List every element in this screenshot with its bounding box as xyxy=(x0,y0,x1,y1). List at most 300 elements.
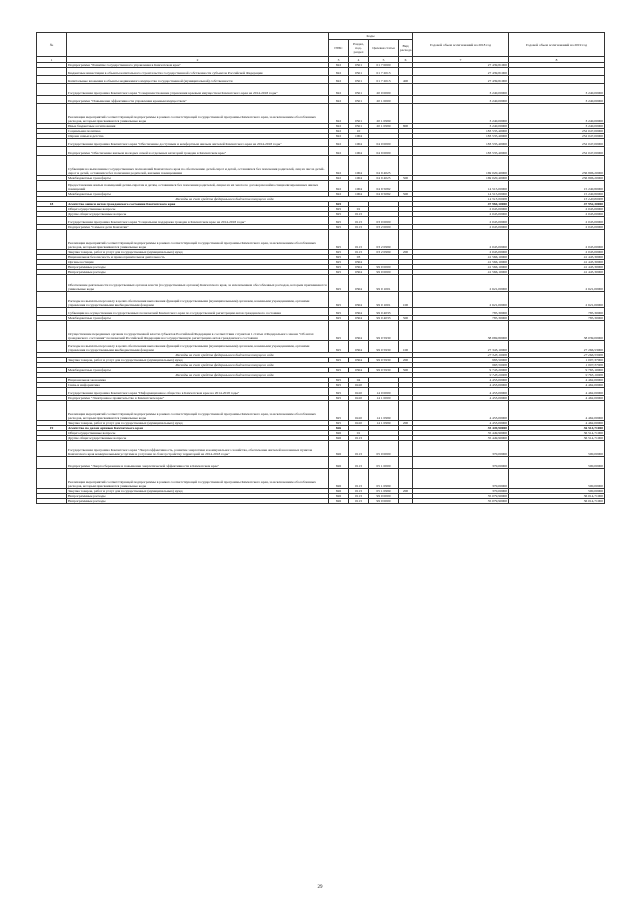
row-sum-2019: 3 240,00000 xyxy=(509,84,605,95)
row-name: Межбюджетные трансферты xyxy=(67,367,329,372)
row-sum-2018: 38 069,80000 xyxy=(413,321,509,341)
row-razdel: 0304 xyxy=(349,341,369,352)
row-sum-2018: 370,00000 xyxy=(413,468,509,488)
row-sum-2018: 4 453,00000 xyxy=(413,420,509,425)
row-sum-2019: 41 445,30000 xyxy=(509,260,605,265)
row-razdel: 0304 xyxy=(349,316,369,321)
row-razdel: 0304 xyxy=(349,321,369,341)
row-sum-2018: 4 453,00000 xyxy=(413,387,509,395)
table-row xyxy=(37,217,605,225)
row-number xyxy=(37,498,67,503)
row-target-article: 01 7 0000 xyxy=(369,63,399,68)
row-expense-type xyxy=(399,468,413,488)
row-sum-2019: 27 266,53000 xyxy=(509,352,605,357)
row-name: Обеспечение деятельности государственных органов власти (государственных органов) Камчатского края, за исключением обособленных расходов, которым присваиваются уникальные коды xyxy=(67,275,329,291)
row-target-article: 99 0 5930 xyxy=(369,357,399,362)
row-name: Реализация мероприятий соответствующей подпрограммы в рамках соответствующей государственной программы Камчатского края, за исключением обособленных расходов, которым присваиваются уникальные коды xyxy=(67,468,329,488)
row-sum-2019: 47 952,30000 xyxy=(509,202,605,207)
row-razdel: 0113 xyxy=(349,212,369,217)
row-name: Субвенции на выполнение государственных полномочий Камчатского края по обеспечению детей-сирот и детей, оставшихся без попечения родителей, лиц из числа детей-сирот и детей, оставшихся без попечения родителей, жилыми помещениями xyxy=(67,155,329,175)
header-codes-group: Коды xyxy=(329,33,413,40)
row-sum-2018: 370,00000 xyxy=(413,488,509,493)
row-sum-2019: 2 045,00000 xyxy=(509,212,605,217)
row-name: Подпрограмма "Энергосбережение и повышение энергетической эффективности в Камчатском крае" xyxy=(67,457,329,468)
header-sum-2019: Годовой объем ассигнований на 2019 год xyxy=(509,33,605,57)
row-sum-2019: 15 240,80000 xyxy=(509,197,605,202)
row-name: Реализация мероприятий соответствующей подпрограммы в рамках соответствующей государственной программы Камчатского края, за исключением обособленных расходов, которым присваиваются уникальные коды xyxy=(67,103,329,123)
row-grbs: 825 xyxy=(329,367,349,372)
row-name: Подпрограмма "Семья и дети Камчатки" xyxy=(67,225,329,230)
row-name: Межбюджетные трансферты xyxy=(67,316,329,321)
row-expense-type xyxy=(399,321,413,341)
row-grbs: 822 xyxy=(329,68,349,76)
row-name: Расходы на выплаты персоналу в целях обеспечения выполнения функций государственными (муниципальными) органами, казенными учреждениями, органами управления государственными внебюджетными фондами xyxy=(67,291,329,307)
row-number xyxy=(37,387,67,395)
row-sum-2018: 2 045,00000 xyxy=(413,225,509,230)
row-name: Агентство записи актов гражданского состояния Камчатского края xyxy=(67,202,329,207)
row-sum-2018: 183 535,40000 xyxy=(413,147,509,155)
row-razdel: 0304 xyxy=(349,260,369,265)
row-name: Непрограммные расходы xyxy=(67,265,329,270)
table-row xyxy=(37,139,605,147)
row-number xyxy=(37,291,67,307)
row-sum-2018: 3 240,00000 xyxy=(413,103,509,123)
row-grbs: 825 xyxy=(329,291,349,307)
row-razdel: 0410 xyxy=(349,382,369,387)
row-grbs: 826 xyxy=(329,430,349,435)
row-sum-2019: 36 514,71000 xyxy=(509,430,605,435)
row-name: Связь и информатика xyxy=(67,382,329,387)
row-razdel: 0113 xyxy=(349,225,369,230)
row-fund-note: Расходы за счет средств федерального бюджета текущего года xyxy=(37,197,413,202)
row-target-article: 99 0 0000 xyxy=(369,493,399,498)
row-name: Субвенции на осуществление государственных полномочий Камчатского края по государственной регистрации актов гражданского состояния xyxy=(67,307,329,315)
row-name: Иные бюджетные ассигнования xyxy=(67,124,329,129)
row-sum-2018: 169 020,40000 xyxy=(413,155,509,175)
row-grbs: 825 xyxy=(329,341,349,352)
row-sum-2019: 785,30000 xyxy=(509,307,605,315)
row-sum-2018: 41 566,10000 xyxy=(413,265,509,270)
row-razdel: 1004 xyxy=(349,139,369,147)
row-razdel: 0304 xyxy=(349,270,369,275)
row-name: Непрограммные расходы xyxy=(67,498,329,503)
row-grbs: 822 xyxy=(329,175,349,180)
row-name: Национальная экономика xyxy=(67,377,329,382)
row-razdel: 0410 xyxy=(349,420,369,425)
row-number xyxy=(37,180,67,191)
row-fund-note: Расходы за счет средств федерального бюджета текущего года xyxy=(37,352,413,357)
row-target-article: 99 0 4033 xyxy=(369,316,399,321)
row-grbs: 822 xyxy=(329,139,349,147)
row-grbs: 825 xyxy=(329,250,349,255)
row-sum-2018: 4 453,00000 xyxy=(413,395,509,400)
row-sum-2018: 169 020,40000 xyxy=(413,175,509,180)
row-sum-2019: 252 047,00000 xyxy=(509,134,605,139)
row-razdel: 0304 xyxy=(349,291,369,307)
row-target-article: 04 9 0000 xyxy=(369,147,399,155)
table-row xyxy=(37,95,605,103)
row-number xyxy=(37,147,67,155)
budget-table xyxy=(36,32,605,504)
row-expense-type xyxy=(399,139,413,147)
row-razdel: 0304 xyxy=(349,275,369,291)
row-target-article: 05 1 0999 xyxy=(369,468,399,488)
table-row xyxy=(37,230,605,250)
row-number xyxy=(37,139,67,147)
row-razdel: 0113 xyxy=(349,250,369,255)
row-number xyxy=(37,275,67,291)
row-name: Бюджетные инвестиции в объекты капитального строительства государственной собственности субъектов Российской Федерации xyxy=(67,68,329,76)
row-razdel: 0113 xyxy=(349,488,369,493)
row-grbs: 822 xyxy=(329,192,349,197)
row-number xyxy=(37,341,67,352)
row-grbs: 822 xyxy=(329,103,349,123)
row-razdel: 0501 xyxy=(349,68,369,76)
row-sum-2018: 35 079,90000 xyxy=(413,493,509,498)
row-razdel: 1004 xyxy=(349,192,369,197)
row-grbs: 826 xyxy=(329,457,349,468)
row-name: Национальная безопасность и правоохранительная деятельность xyxy=(67,255,329,260)
header-index-4: 4 xyxy=(349,57,369,63)
row-sum-2018: 4 453,00000 xyxy=(413,400,509,420)
row-grbs: 825 xyxy=(329,225,349,230)
row-target-article: 99 0 5930 xyxy=(369,321,399,341)
header-index-5: 5 xyxy=(369,57,399,63)
row-target-article: 04 9 4025 xyxy=(369,175,399,180)
row-razdel: 0410 xyxy=(349,400,369,420)
row-sum-2019: 236 806,20000 xyxy=(509,155,605,175)
row-sum-2018: 9 743,20000 xyxy=(413,367,509,372)
table-row xyxy=(37,155,605,175)
row-razdel: 0113 xyxy=(349,493,369,498)
table-row xyxy=(37,68,605,76)
row-target-article: 04 9 4025 xyxy=(369,155,399,175)
row-grbs: 826 xyxy=(329,468,349,488)
row-target-article: 20 1 0999 xyxy=(369,103,399,123)
row-name: Капитальные вложения в объекты недвижимого имущества государственной (муниципальной) собственности xyxy=(67,76,329,84)
row-name: Реализация мероприятий соответствующей подпрограммы в рамках соответствующей государственной программы Камчатского края, за исключением обособленных расходов, которым присваиваются уникальные коды xyxy=(67,230,329,250)
row-name: Другие общегосударственные вопросы xyxy=(67,435,329,440)
row-sum-2019 xyxy=(509,68,605,76)
row-expense-type: 500 xyxy=(399,367,413,372)
row-grbs: 825 xyxy=(329,420,349,425)
row-expense-type: 400 xyxy=(399,76,413,84)
row-target-article: 20 1 0000 xyxy=(369,95,399,103)
row-number xyxy=(37,400,67,420)
row-name: Государственная программа Камчатского края "Обеспечение доступным и комфортным жильем жителей Камчатского края на 2014-2018 годы" xyxy=(67,139,329,147)
row-razdel: 1004 xyxy=(349,180,369,191)
row-sum-2019: 9 765,10000 xyxy=(509,367,605,372)
header-index-3: 3 xyxy=(329,57,349,63)
row-sum-2018: 41 566,10000 xyxy=(413,270,509,275)
row-razdel: 0501 xyxy=(349,95,369,103)
row-fund-note: Расходы за счет средств федерального бюджета текущего года xyxy=(37,362,413,367)
row-target-article: 03 2 0999 xyxy=(369,230,399,250)
row-sum-2019: 41 445,30000 xyxy=(509,265,605,270)
row-grbs: 822 xyxy=(329,84,349,95)
row-razdel: 0501 xyxy=(349,103,369,123)
row-target-article: 99 0 0000 xyxy=(369,498,399,503)
table-row xyxy=(37,307,605,315)
table-row xyxy=(37,103,605,123)
row-name: Непрограммные расходы xyxy=(67,493,329,498)
row-razdel: 01 xyxy=(349,430,369,435)
row-target-article: 99 0 1001 xyxy=(369,291,399,307)
row-name: Агентство по делам архивов Камчатского края xyxy=(67,425,329,430)
row-grbs: 826 xyxy=(329,435,349,440)
row-razdel: 0113 xyxy=(349,457,369,468)
table-row xyxy=(37,84,605,95)
row-sum-2019: 36 514,71000 xyxy=(509,425,605,430)
row-sum-2018: 370,00000 xyxy=(413,440,509,456)
row-sum-2018: 183 535,40000 xyxy=(413,129,509,134)
row-sum-2019: 500,00000 xyxy=(509,468,605,488)
row-expense-type xyxy=(399,307,413,315)
row-sum-2018: 183 535,40000 xyxy=(413,134,509,139)
row-expense-type xyxy=(399,103,413,123)
row-sum-2019: 1 007,37000 xyxy=(509,362,605,367)
row-number xyxy=(37,440,67,456)
row-sum-2018: 4 453,00000 xyxy=(413,382,509,387)
row-target-article: 20 0 0000 xyxy=(369,84,399,95)
row-name: Государственная программа Камчатского края "Информационное общество в Камчатском крае на 2014-2018 годы" xyxy=(67,387,329,395)
budget-page xyxy=(36,32,604,504)
row-razdel: 0113 xyxy=(349,230,369,250)
row-grbs: 822 xyxy=(329,147,349,155)
row-number xyxy=(37,84,67,95)
row-grbs: 826 xyxy=(329,425,349,430)
row-name: Подпрограмма "Обеспечение жильем молодых семей и отдельных категорий граждан в Камчатском крае" xyxy=(67,147,329,155)
row-sum-2018: 14 515,00000 xyxy=(413,197,509,202)
row-expense-type xyxy=(399,275,413,291)
row-number xyxy=(37,76,67,84)
table-row xyxy=(37,147,605,155)
row-razdel: 1004 xyxy=(349,155,369,175)
row-sum-2018: 35 449,90000 xyxy=(413,425,509,430)
row-sum-2019: 3 240,00000 xyxy=(509,95,605,103)
row-razdel: 1004 xyxy=(349,175,369,180)
row-sum-2019: 3 240,00000 xyxy=(509,103,605,123)
row-sum-2019: 2 045,00000 xyxy=(509,217,605,225)
header-number: № xyxy=(37,33,67,57)
row-razdel: 0304 xyxy=(349,307,369,315)
row-razdel: 0113 xyxy=(349,440,369,456)
row-target-article: 14 1 0999 xyxy=(369,420,399,425)
row-grbs: 825 xyxy=(329,260,349,265)
row-grbs: 826 xyxy=(329,488,349,493)
header-razdel: Раздел, под- раздел xyxy=(349,40,369,57)
header-index-2: 2 xyxy=(67,57,329,63)
row-expense-type: 200 xyxy=(399,488,413,493)
row-razdel: 0304 xyxy=(349,357,369,362)
row-name: Общегосударственные вопросы xyxy=(67,430,329,435)
row-sum-2019: 36 014,71000 xyxy=(509,493,605,498)
row-grbs: 825 xyxy=(329,255,349,260)
row-name: Государственная программа Камчатского края "Совершенствование управления краевым имуществом Камчатского края на 2014-2018 годы" xyxy=(67,84,329,95)
row-razdel: 10 xyxy=(349,129,369,134)
row-target-article: 99 0 5930 xyxy=(369,367,399,372)
row-grbs: 825 xyxy=(329,307,349,315)
row-razdel: 03 xyxy=(349,255,369,260)
row-sum-2019: 36 514,71000 xyxy=(509,435,605,440)
row-target-article: 05 1 0999 xyxy=(369,488,399,493)
row-sum-2019: 2 045,00000 xyxy=(509,225,605,230)
row-target-article: 05 0 0000 xyxy=(369,440,399,456)
row-expense-type xyxy=(399,84,413,95)
row-name: Другие общегосударственные вопросы xyxy=(67,212,329,217)
row-grbs: 825 xyxy=(329,270,349,275)
row-number xyxy=(37,468,67,488)
row-razdel: 0410 xyxy=(349,395,369,400)
row-number xyxy=(37,95,67,103)
row-grbs: 826 xyxy=(329,493,349,498)
row-sum-2019: 15 240,80000 xyxy=(509,180,605,191)
row-sum-2019: 27 266,53000 xyxy=(509,341,605,352)
row-expense-type xyxy=(399,155,413,175)
row-grbs: 825 xyxy=(329,382,349,387)
row-expense-type: 500 xyxy=(399,192,413,197)
row-razdel: 0113 xyxy=(349,498,369,503)
table-row xyxy=(37,321,605,341)
row-grbs: 825 xyxy=(329,395,349,400)
row-expense-type xyxy=(399,95,413,103)
row-number xyxy=(37,68,67,76)
row-number: 18 xyxy=(37,202,67,207)
row-sum-2019: 1 007,37000 xyxy=(509,357,605,362)
row-sum-2019: 4 462,00000 xyxy=(509,387,605,395)
table-row xyxy=(37,76,605,84)
row-grbs: 825 xyxy=(329,387,349,395)
row-target-article: 99 0 1001 xyxy=(369,275,399,291)
row-sum-2018: 2 045,00000 xyxy=(413,207,509,212)
row-razdel: 0304 xyxy=(349,265,369,270)
row-name: Межбюджетные трансферты xyxy=(67,192,329,197)
table-row xyxy=(37,180,605,191)
row-grbs: 825 xyxy=(329,377,349,382)
row-razdel: 0501 xyxy=(349,63,369,68)
row-target-article: 20 1 0999 xyxy=(369,124,399,129)
row-sum-2018: 35 449,90000 xyxy=(413,430,509,435)
row-sum-2019: 4 462,00000 xyxy=(509,420,605,425)
table-header xyxy=(37,33,605,63)
header-name xyxy=(67,33,329,57)
row-razdel: 0113 xyxy=(349,217,369,225)
table-row xyxy=(37,275,605,291)
header-index-7: 7 xyxy=(413,57,509,63)
header-index-8: 8 xyxy=(509,57,605,63)
row-sum-2018: 2 045,00000 xyxy=(413,217,509,225)
row-grbs: 825 xyxy=(329,217,349,225)
row-razdel: 0113 xyxy=(349,468,369,488)
row-sum-2018: 14 515,00000 xyxy=(413,192,509,197)
row-sum-2018: 2 045,00000 xyxy=(413,250,509,255)
row-target-article: 04 9 5082 xyxy=(369,192,399,197)
row-sum-2019: 252 047,00000 xyxy=(509,147,605,155)
row-number: 19 xyxy=(37,425,67,430)
row-expense-type: 200 xyxy=(399,420,413,425)
table-row xyxy=(37,468,605,488)
row-number xyxy=(37,155,67,175)
row-sum-2018: 9 743,20000 xyxy=(413,372,509,377)
row-sum-2018: 183 535,40000 xyxy=(413,139,509,147)
row-name: Охрана семьи и детства xyxy=(67,134,329,139)
row-number xyxy=(37,321,67,341)
row-razdel: 0113 xyxy=(349,435,369,440)
row-expense-type xyxy=(399,400,413,420)
row-grbs: 825 xyxy=(329,230,349,250)
row-name: Закупка товаров, работ и услуг для государственных (муниципальных) нужд xyxy=(67,488,329,493)
header-index-6: 6 xyxy=(399,57,413,63)
row-sum-2018: 27 439,81000 xyxy=(413,76,509,84)
row-name: Закупка товаров, работ и услуг для государственных (муниципальных) нужд xyxy=(67,420,329,425)
row-expense-type: 500 xyxy=(399,316,413,321)
row-number xyxy=(37,230,67,250)
header-target: Целевая статья xyxy=(369,40,399,57)
row-expense-type: 800 xyxy=(399,124,413,129)
row-target-article: 03 2 0999 xyxy=(369,250,399,255)
row-number xyxy=(37,103,67,123)
row-name: Закупка товаров, работ и услуг для государственных (муниципальных) нужд xyxy=(67,357,329,362)
row-grbs: 826 xyxy=(329,440,349,456)
row-name: Государственная программа Камчатского края "Энергоэффективность, развитие энергетики и коммунального хозяйства, обеспечение жителей населенных пунктов Камчатского края коммунальными услугами и услугами по благоустройству территорий на 2014-2018 годы" xyxy=(67,440,329,456)
row-sum-2019: 38 039,00000 xyxy=(509,321,605,341)
row-target-article: 05 1 0000 xyxy=(369,457,399,468)
row-number xyxy=(37,217,67,225)
row-name: Подпрограмма "Повышение эффективности управления краевым имуществом" xyxy=(67,95,329,103)
row-name: Государственная программа Камчатского края "Социальная поддержка граждан в Камчатском крае на 2014-2018 годы" xyxy=(67,217,329,225)
row-target-article: 99 0 0000 xyxy=(369,270,399,275)
row-sum-2018: 41 566,10000 xyxy=(413,260,509,265)
row-sum-2019: 2 621,00000 xyxy=(509,275,605,291)
row-name: Предоставление жилых помещений детям-сиротам и детям, оставшимся без попечения родителей, лицам из их числа по договорам найма специализированных жилых помещений xyxy=(67,180,329,191)
row-fund-note: Расходы за счет средств федерального бюджета текущего года xyxy=(37,372,413,377)
row-sum-2018: 35 079,90000 xyxy=(413,498,509,503)
row-sum-2018: 27 343,10000 xyxy=(413,341,509,352)
row-expense-type: 100 xyxy=(399,341,413,352)
page-number: 29 xyxy=(317,885,323,890)
row-target-article: 01 7 2013 xyxy=(369,76,399,84)
row-razdel: 0501 xyxy=(349,76,369,84)
row-sum-2019: 252 047,00000 xyxy=(509,139,605,147)
row-target-article: 99 0 0000 xyxy=(369,265,399,270)
row-razdel: 0501 xyxy=(349,84,369,95)
row-grbs: 825 xyxy=(329,400,349,420)
row-target-article: 99 0 4033 xyxy=(369,307,399,315)
row-expense-type xyxy=(399,457,413,468)
row-name: Реализация мероприятий соответствующей подпрограммы в рамках соответствующей государственной программы Камчатского края, за исключением обособленных расходов, которым присваиваются уникальные коды xyxy=(67,400,329,420)
row-sum-2018: 3 240,00000 xyxy=(413,95,509,103)
row-grbs: 826 xyxy=(329,498,349,503)
header-grbs: ГРБС xyxy=(329,40,349,57)
row-sum-2019: 4 462,00000 xyxy=(509,400,605,420)
row-target-article: 03 0 0000 xyxy=(369,217,399,225)
row-sum-2018: 2 621,00000 xyxy=(413,275,509,291)
row-sum-2018: 27 439,81000 xyxy=(413,68,509,76)
row-expense-type: 100 xyxy=(399,291,413,307)
row-grbs: 822 xyxy=(329,134,349,139)
row-sum-2019: 236 806,20000 xyxy=(509,175,605,180)
row-grbs: 822 xyxy=(329,95,349,103)
row-razdel: 1004 xyxy=(349,147,369,155)
row-grbs: 822 xyxy=(329,124,349,129)
row-name: Подпрограмма "Развитие государственного управления в Камчатском крае" xyxy=(67,63,329,68)
row-sum-2018: 2 045,00000 xyxy=(413,230,509,250)
row-expense-type xyxy=(399,387,413,395)
row-sum-2019: 2 045,00000 xyxy=(509,230,605,250)
row-sum-2019: 500,00000 xyxy=(509,457,605,468)
row-expense-type xyxy=(399,498,413,503)
row-sum-2019: 252 047,00000 xyxy=(509,129,605,134)
